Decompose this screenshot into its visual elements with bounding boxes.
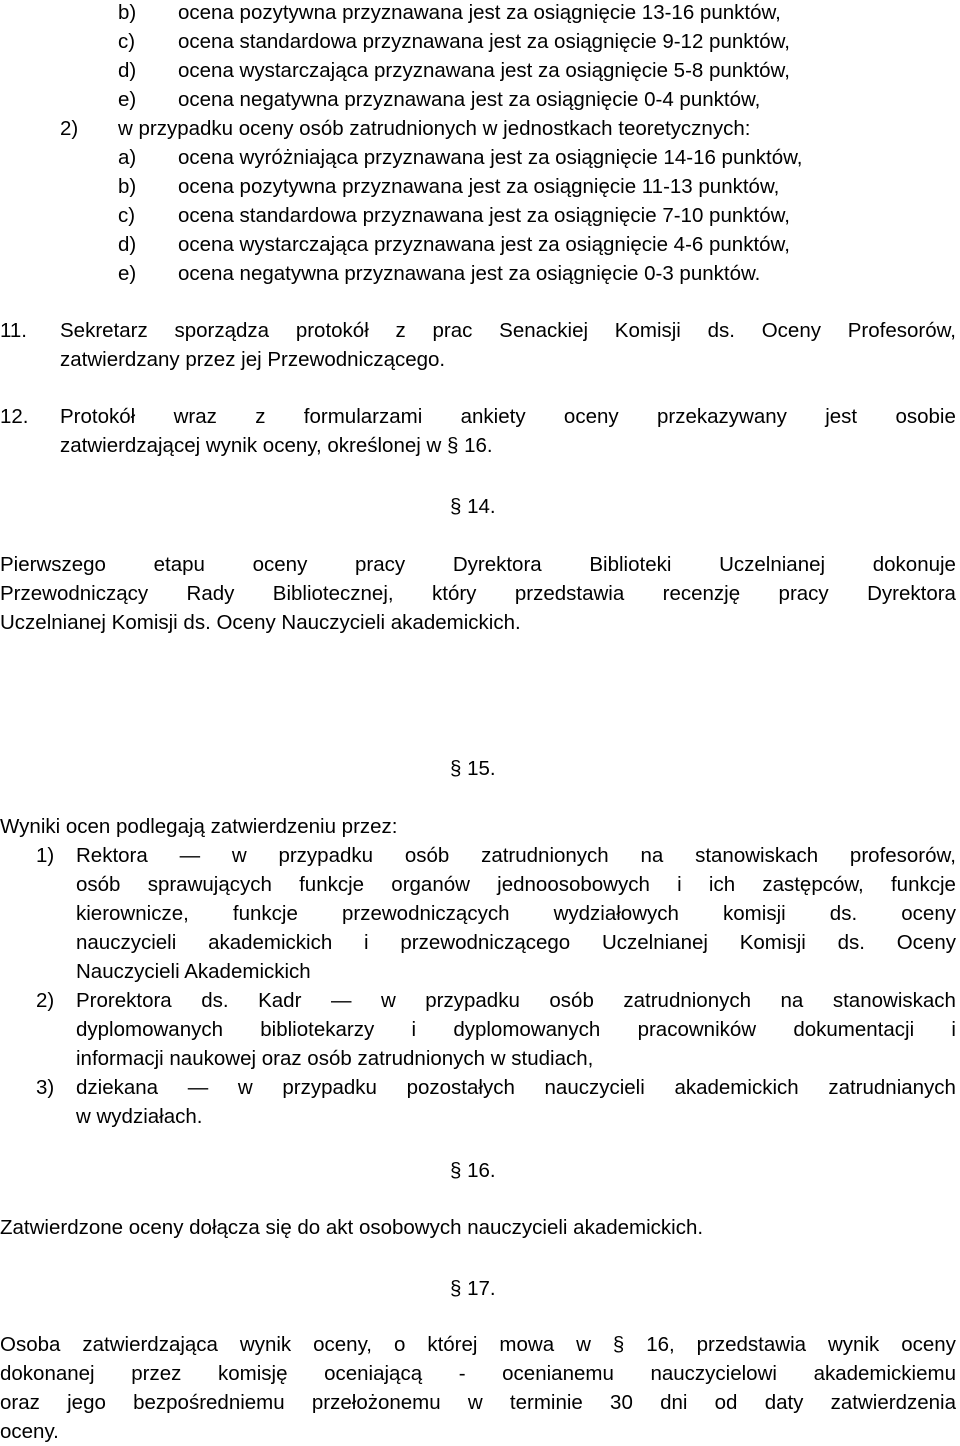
word: Pierwszego bbox=[0, 553, 106, 576]
word: Oceny bbox=[896, 931, 956, 954]
list-label: d) bbox=[118, 59, 137, 82]
list-label: 1) bbox=[36, 844, 55, 867]
word: w bbox=[237, 1076, 253, 1099]
section-heading: § 16. bbox=[450, 1159, 496, 1182]
word: organów bbox=[391, 873, 470, 896]
word: i bbox=[677, 873, 682, 896]
word: terminie bbox=[509, 1391, 583, 1414]
word: który bbox=[432, 582, 477, 605]
word: oceny bbox=[252, 553, 308, 576]
list-line bbox=[76, 928, 956, 957]
word: kierownicze, bbox=[76, 902, 189, 925]
word: dokonuje bbox=[872, 553, 956, 576]
word: akademickich bbox=[208, 931, 333, 954]
section-heading: § 17. bbox=[450, 1277, 496, 1300]
list-item bbox=[0, 143, 960, 172]
word: recenzję bbox=[662, 582, 741, 605]
word: przypadku bbox=[425, 989, 520, 1012]
word: stanowiskach bbox=[695, 844, 819, 867]
word: jednoosobowych bbox=[497, 873, 650, 896]
word: funkcje bbox=[890, 873, 956, 896]
word: osób bbox=[404, 844, 450, 867]
section-heading: § 15. bbox=[450, 757, 496, 780]
list-item bbox=[0, 0, 960, 27]
section-line: oceny. bbox=[0, 1420, 59, 1443]
word: - bbox=[458, 1362, 466, 1385]
paragraph-line bbox=[60, 402, 956, 431]
list-item bbox=[0, 230, 960, 259]
paragraph-number: 11. bbox=[0, 319, 27, 342]
word: oceniającą bbox=[324, 1362, 423, 1385]
list-line bbox=[76, 899, 956, 928]
word: Kadr bbox=[258, 989, 302, 1012]
list-label: d) bbox=[118, 233, 137, 256]
word: przedstawia bbox=[514, 582, 625, 605]
word: Rektora bbox=[76, 844, 148, 867]
word: protokół bbox=[295, 319, 369, 342]
word: komisję bbox=[217, 1362, 288, 1385]
word: na bbox=[640, 844, 664, 867]
word: przez bbox=[131, 1362, 182, 1385]
word: od bbox=[714, 1391, 738, 1414]
word: Dyrektora bbox=[452, 553, 542, 576]
list-line bbox=[76, 1015, 956, 1044]
word: Prorektora bbox=[76, 989, 172, 1012]
word: przewodniczących bbox=[341, 902, 510, 925]
word: pracy bbox=[778, 582, 829, 605]
word: ds. bbox=[707, 319, 735, 342]
word: nauczycieli bbox=[76, 931, 177, 954]
list-item bbox=[0, 201, 960, 230]
word: — bbox=[330, 989, 352, 1012]
word: zatrudnionych bbox=[623, 989, 752, 1012]
list-label: 2) bbox=[60, 117, 79, 140]
section-line bbox=[0, 1388, 956, 1417]
word: i bbox=[364, 931, 369, 954]
word: o bbox=[393, 1333, 406, 1356]
list-text: ocena wyróżniająca przyznawana jest za osiągnięcie 14-16 punktów, bbox=[178, 146, 803, 169]
section-intro: Wyniki ocen podlegają zatwierdzeniu przez: bbox=[0, 815, 398, 838]
word: pozostałych bbox=[406, 1076, 515, 1099]
list-label: 2) bbox=[36, 989, 55, 1012]
list-text: ocena pozytywna przyznawana jest za osiągnięcie 13-16 punktów, bbox=[178, 1, 781, 24]
list-text: w przypadku oceny osób zatrudnionych w jednostkach teoretycznych: bbox=[118, 117, 751, 140]
word: sporządza bbox=[174, 319, 270, 342]
section-line bbox=[0, 579, 956, 608]
section-line bbox=[0, 1330, 956, 1359]
word: Protokół bbox=[60, 405, 136, 428]
word: w bbox=[467, 1391, 483, 1414]
word: osobie bbox=[895, 405, 956, 428]
word: profesorów, bbox=[849, 844, 956, 867]
word: Biblioteki bbox=[589, 553, 672, 576]
word: nauczycielowi bbox=[650, 1362, 777, 1385]
word: formularzami bbox=[303, 405, 423, 428]
word: zatrudnianych bbox=[828, 1076, 956, 1099]
word: Bibliotecznej, bbox=[272, 582, 394, 605]
word: 16, bbox=[646, 1333, 675, 1356]
word: Uczelnianej bbox=[719, 553, 826, 576]
word: w bbox=[576, 1333, 591, 1356]
word: — bbox=[179, 844, 201, 867]
paragraph-line: zatwierdzany przez jej Przewodniczącego. bbox=[60, 348, 446, 371]
list-label: c) bbox=[118, 204, 136, 227]
word: wraz bbox=[173, 405, 217, 428]
word: ds. bbox=[201, 989, 229, 1012]
word: przypadku bbox=[278, 844, 374, 867]
word: etapu bbox=[153, 553, 205, 576]
paragraph-line bbox=[60, 316, 956, 345]
word: ocenianemu bbox=[502, 1362, 614, 1385]
word: wydziałowych bbox=[553, 902, 679, 925]
word: prac bbox=[432, 319, 473, 342]
word: Oceny bbox=[761, 319, 821, 342]
list-label: 3) bbox=[36, 1076, 55, 1099]
list-line: informacji naukowej oraz osób zatrudnionych w studiach, bbox=[76, 1047, 594, 1070]
word: funkcje bbox=[299, 873, 365, 896]
list-line bbox=[76, 986, 956, 1015]
section-line: Uczelnianej Komisji ds. Oceny Nauczycieli akademickich. bbox=[0, 611, 521, 634]
list-label: a) bbox=[118, 146, 137, 169]
list-item bbox=[0, 85, 960, 114]
word: na bbox=[780, 989, 804, 1012]
word: pracowników bbox=[637, 1018, 757, 1041]
list-item-theoretical bbox=[0, 114, 960, 143]
word: oraz bbox=[0, 1391, 40, 1414]
word: Rady bbox=[186, 582, 235, 605]
word: przełożonemu bbox=[311, 1391, 441, 1414]
word: funkcje bbox=[232, 902, 298, 925]
word: dyplomowanych bbox=[76, 1018, 223, 1041]
word: dziekana bbox=[76, 1076, 159, 1099]
word: której bbox=[427, 1333, 478, 1356]
word: akademickich bbox=[674, 1076, 799, 1099]
word: oceny bbox=[901, 1333, 956, 1356]
word: Osoba bbox=[0, 1333, 61, 1356]
list-line bbox=[76, 841, 956, 870]
word: zastępców, bbox=[762, 873, 864, 896]
list-label: e) bbox=[118, 88, 137, 111]
word: w bbox=[380, 989, 396, 1012]
word: przekazywany bbox=[656, 405, 787, 428]
list-line: Nauczycieli Akademickich bbox=[76, 960, 311, 983]
word: i bbox=[411, 1018, 417, 1041]
list-label: b) bbox=[118, 175, 137, 198]
word: osób bbox=[76, 873, 121, 896]
list-text: ocena standardowa przyznawana jest za osiągnięcie 7-10 punktów, bbox=[178, 204, 790, 227]
section-line bbox=[0, 550, 956, 579]
word: oceny bbox=[901, 902, 956, 925]
word: nauczycieli bbox=[544, 1076, 645, 1099]
list-label: e) bbox=[118, 262, 137, 285]
word: — bbox=[187, 1076, 209, 1099]
word: mowa bbox=[499, 1333, 555, 1356]
word: sprawujących bbox=[147, 873, 272, 896]
word: zatrudnionych bbox=[481, 844, 609, 867]
word: Komisji bbox=[614, 319, 681, 342]
list-line bbox=[76, 870, 956, 899]
word: Dyrektora bbox=[867, 582, 956, 605]
word: zatwierdzająca bbox=[82, 1333, 218, 1356]
list-text: ocena negatywna przyznawana jest za osiągnięcie 0-4 punktów, bbox=[178, 88, 761, 111]
word: przypadku bbox=[282, 1076, 377, 1099]
word: jest bbox=[825, 405, 858, 428]
word: stanowiskach bbox=[832, 989, 956, 1012]
word: pracy bbox=[355, 553, 406, 576]
word: osób bbox=[549, 989, 594, 1012]
word: dokonanej bbox=[0, 1362, 95, 1385]
list-label: c) bbox=[118, 30, 136, 53]
list-item bbox=[0, 259, 960, 288]
word: wynik bbox=[827, 1333, 880, 1356]
word: wynik bbox=[239, 1333, 292, 1356]
word: komisji bbox=[723, 902, 786, 925]
list-text: ocena wystarczająca przyznawana jest za osiągnięcie 4-6 punktów, bbox=[178, 233, 790, 256]
word: i bbox=[951, 1018, 956, 1041]
word: Komisji bbox=[739, 931, 806, 954]
list-item bbox=[0, 172, 960, 201]
word: jego bbox=[67, 1391, 106, 1414]
word: ds. bbox=[837, 931, 865, 954]
word: akademickiemu bbox=[813, 1362, 956, 1385]
word: Profesorów, bbox=[847, 319, 956, 342]
list-item bbox=[0, 27, 960, 56]
word: w bbox=[231, 844, 247, 867]
list-text: ocena negatywna przyznawana jest za osiągnięcie 0-3 punktów. bbox=[178, 262, 761, 285]
word: Sekretarz bbox=[60, 319, 148, 342]
word: przewodniczącego bbox=[400, 931, 571, 954]
list-label: b) bbox=[118, 1, 137, 24]
word: bibliotekarzy bbox=[260, 1018, 375, 1041]
word: oceny, bbox=[313, 1333, 373, 1356]
list-line: w wydziałach. bbox=[76, 1105, 203, 1128]
word: ich bbox=[708, 873, 736, 896]
word: 30 bbox=[610, 1391, 633, 1414]
word: oceny bbox=[563, 405, 619, 428]
word: ds. bbox=[829, 902, 858, 925]
word: dyplomowanych bbox=[453, 1018, 601, 1041]
word: ankiety bbox=[460, 405, 526, 428]
word: daty bbox=[764, 1391, 804, 1414]
word: zatwierdzenia bbox=[830, 1391, 956, 1414]
word: § bbox=[612, 1333, 625, 1356]
word: Przewodniczący bbox=[0, 582, 149, 605]
paragraph-number: 12. bbox=[0, 405, 29, 428]
word: dni bbox=[660, 1391, 688, 1414]
word: z bbox=[395, 319, 406, 342]
section-line bbox=[0, 1359, 956, 1388]
list-item bbox=[0, 56, 960, 85]
word: bezpośredniemu bbox=[133, 1391, 285, 1414]
list-line bbox=[76, 1073, 956, 1102]
word: z bbox=[255, 405, 266, 428]
section-line: Zatwierdzone oceny dołącza się do akt osobowych nauczycieli akademickich. bbox=[0, 1216, 704, 1239]
list-text: ocena pozytywna przyznawana jest za osiągnięcie 11-13 punktów, bbox=[178, 175, 780, 198]
paragraph-line: zatwierdzającej wynik oceny, określonej w § 16. bbox=[60, 434, 493, 457]
word: Senackiej bbox=[499, 319, 589, 342]
list-text: ocena wystarczająca przyznawana jest za osiągnięcie 5-8 punktów, bbox=[178, 59, 790, 82]
word: dokumentacji bbox=[793, 1018, 915, 1041]
section-heading: § 14. bbox=[450, 495, 496, 518]
list-text: ocena standardowa przyznawana jest za osiągnięcie 9-12 punktów, bbox=[178, 30, 790, 53]
word: Uczelnianej bbox=[601, 931, 708, 954]
word: przedstawia bbox=[696, 1333, 807, 1356]
